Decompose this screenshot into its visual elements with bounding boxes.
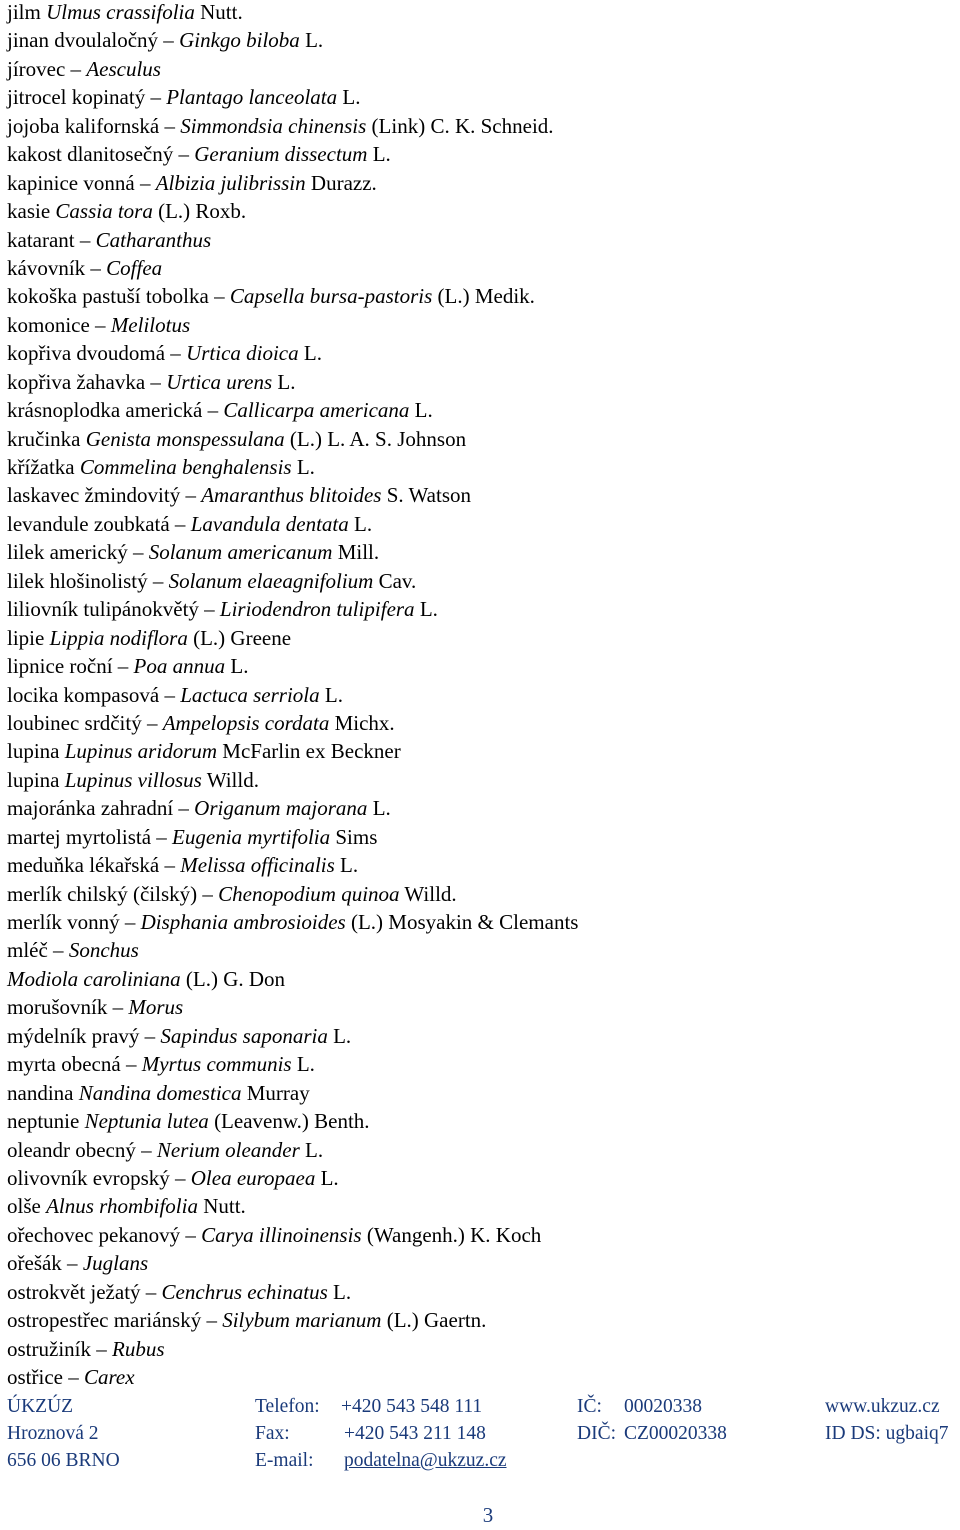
latin-name: Solanum americanum (148, 540, 333, 565)
entry-text: oleandr obecný – (7, 1137, 157, 1162)
species-entry (7, 624, 578, 652)
species-entry (7, 226, 578, 254)
entry-text: L. (327, 1023, 352, 1048)
species-entry (7, 823, 578, 851)
latin-name: Ulmus crassifolia (46, 0, 195, 24)
footer-row-2 (7, 1420, 957, 1447)
entry-text: L. (299, 1137, 324, 1162)
species-entry (7, 908, 578, 936)
entry-text: merlík vonný – (7, 910, 141, 934)
entry-text: ořešák – (7, 1251, 83, 1276)
footer-row-1 (7, 1393, 957, 1420)
latin-name: Liriodendron tulipifera (219, 597, 415, 622)
phone-value: +420 543 548 111 (341, 1396, 483, 1417)
entry-text: meduňka lékařská – (7, 853, 181, 878)
latin-name: Silybum marianum (222, 1308, 382, 1333)
species-entry (7, 140, 578, 168)
entry-text: Mill. (332, 540, 380, 565)
species-entry (7, 112, 578, 140)
species-entry (7, 1335, 578, 1363)
species-entry (7, 709, 578, 737)
entry-text: lupina (7, 739, 65, 764)
entry-text: laskavec žmindovitý – (7, 483, 202, 508)
latin-name: Catharanthus (95, 227, 212, 252)
entry-text: loubinec srdčitý – (7, 710, 163, 735)
species-entry (7, 794, 578, 822)
phone-label: Telefon: (255, 1396, 320, 1417)
entry-text: L. (409, 398, 433, 423)
latin-name: Ampelopsis cordata (162, 710, 330, 735)
dic-value: CZ00020338 (624, 1423, 727, 1444)
latin-name: Sonchus (68, 938, 139, 963)
page-number: 3 (482, 1503, 494, 1527)
latin-name: Geranium dissectum (194, 142, 368, 167)
entry-text: Michx. (329, 710, 395, 735)
latin-name: Poa annua (133, 654, 226, 679)
latin-name: Solanum elaeagnifolium (168, 568, 374, 593)
species-entry (7, 55, 578, 83)
entry-text: L. (348, 511, 373, 536)
species-entry (7, 0, 578, 26)
entry-text: (L.) L. A. S. Johnson (284, 426, 467, 451)
species-entry (7, 1050, 578, 1078)
entry-text: katarant – (7, 227, 96, 252)
latin-name: Plantago lanceolata (166, 85, 338, 110)
entry-text: L. (315, 1165, 339, 1190)
latin-name: Sapindus saponaria (160, 1023, 328, 1048)
species-entry (7, 1249, 578, 1277)
entry-text: olše (7, 1194, 47, 1219)
footer (7, 1393, 957, 1477)
entry-text: kručinka (7, 426, 86, 451)
entry-text: morušovník – (7, 995, 129, 1020)
entry-text: Sims (330, 824, 378, 849)
entry-text: (L.) Gaertn. (381, 1308, 487, 1333)
latin-name: Albizia julibrissin (155, 170, 306, 195)
species-entry (7, 681, 578, 709)
species-entry (7, 83, 578, 111)
entry-text: L. (298, 341, 322, 366)
entry-text: komonice – (7, 312, 111, 337)
entry-text: (Link) C. K. Schneid. (366, 113, 554, 138)
entry-text: lipie (7, 625, 50, 650)
entry-text: ostropestřec mariánský – (7, 1308, 223, 1333)
ic-label: IČ: (577, 1396, 602, 1417)
species-entry (7, 1221, 578, 1249)
entry-text: martej myrtolistá – (7, 824, 173, 849)
species-entry (7, 766, 578, 794)
entry-text: křížatka (7, 455, 80, 479)
entry-text: majoránka zahradní – (7, 796, 195, 821)
entry-text: (L.) Medik. (432, 284, 535, 309)
latin-name: Chenopodium quinoa (218, 881, 400, 906)
latin-name: Ginkgo biloba (179, 28, 300, 53)
entry-text: L. (327, 1279, 352, 1304)
entry-text: kakost dlanitosečný – (7, 142, 195, 167)
entry-text: ostružiník – (7, 1336, 112, 1361)
latin-name: Callicarpa americana (223, 398, 410, 423)
entry-text: myrta obecná – (7, 1052, 142, 1077)
fax-value: +420 543 211 148 (344, 1423, 486, 1444)
species-entry (7, 339, 578, 367)
latin-name: Origanum majorana (194, 796, 368, 821)
latin-name: Disphania ambrosioides (140, 910, 346, 934)
website-link[interactable]: www.ukzuz.cz (825, 1396, 940, 1417)
latin-name: Nandina domestica (78, 1080, 242, 1105)
entry-text: lipnice roční – (7, 654, 134, 679)
entry-text: L. (291, 1052, 315, 1077)
entry-text: (L.) G. Don (180, 966, 286, 991)
ic-value: 00020338 (624, 1396, 702, 1417)
entry-text: (Leavenw.) Benth. (208, 1109, 370, 1134)
latin-name: Carex (83, 1365, 135, 1389)
latin-name: Lavandula dentata (190, 511, 349, 536)
species-entry (7, 311, 578, 339)
species-entry (7, 254, 578, 282)
species-entry (7, 481, 578, 509)
latin-name: Simmondsia chinensis (180, 113, 367, 138)
species-entry (7, 652, 578, 680)
fax-label: Fax: (255, 1423, 290, 1444)
latin-name: Genista monspessulana (85, 426, 285, 451)
species-entry (7, 1306, 578, 1334)
entry-text: kapinice vonná – (7, 170, 156, 195)
entry-text: locika kompasová – (7, 682, 181, 707)
dic-label: DIČ: (577, 1423, 616, 1444)
entry-text: (L.) Mosyakin & Clemants (345, 910, 579, 934)
entry-text: jilm (7, 0, 47, 24)
species-entry (7, 936, 578, 964)
entry-text: jitrocel kopinatý – (7, 85, 167, 110)
latin-name: Neptunia lutea (84, 1109, 209, 1134)
entry-text: Willd. (399, 881, 457, 906)
species-entry (7, 1164, 578, 1192)
latin-name: Commelina benghalensis (79, 455, 292, 479)
latin-name: Lactuca serriola (180, 682, 320, 707)
entry-text: Cav. (373, 568, 417, 593)
entry-text: kopřiva žahavka – (7, 369, 167, 394)
species-entry (7, 1079, 578, 1107)
latin-name: Amaranthus blitoides (201, 483, 382, 508)
footer-org-name: ÚKZÚZ (7, 1396, 74, 1417)
entry-text: levandule zoubkatá – (7, 511, 191, 536)
latin-name: Aesculus (86, 56, 161, 81)
latin-name: Cassia tora (55, 199, 153, 224)
entry-text: McFarlin ex Beckner (217, 739, 401, 764)
entry-text: Durazz. (305, 170, 377, 195)
footer-city: 656 06 BRNO (7, 1450, 120, 1471)
latin-name: Cenchrus echinatus (161, 1279, 328, 1304)
entry-text: S. Watson (381, 483, 471, 508)
entry-text: lilek americký – (7, 540, 149, 565)
entry-text: krásnoplodka americká – (7, 398, 224, 423)
email-link[interactable]: podatelna@ukzuz.cz (344, 1450, 507, 1471)
entry-text: L. (367, 796, 391, 821)
species-entry (7, 851, 578, 879)
species-entry (7, 453, 578, 481)
entry-text: olivovník evropský – (7, 1165, 191, 1190)
species-entry (7, 595, 578, 623)
latin-name: Modiola caroliniana (7, 966, 181, 991)
species-entry (7, 197, 578, 225)
latin-name: Urtica urens (166, 369, 273, 394)
entry-text: L. (291, 455, 315, 479)
latin-name: Coffea (106, 255, 163, 280)
entry-text: jinan dvoulaločný – (7, 28, 180, 53)
entry-text: Nutt. (197, 1194, 246, 1219)
latin-name: Lupinus villosus (64, 767, 202, 792)
latin-name: Myrtus communis (141, 1052, 292, 1077)
latin-name: Eugenia myrtifolia (172, 824, 331, 849)
entry-text: jojoba kalifornská – (7, 113, 181, 138)
entry-text: Murray (241, 1080, 310, 1105)
species-entry (7, 169, 578, 197)
latin-name: Carya illinoinensis (201, 1222, 362, 1247)
entry-text: kasie (7, 199, 56, 224)
entry-text: ořechovec pekanový – (7, 1222, 202, 1247)
latin-name: Melissa officinalis (180, 853, 335, 878)
species-entry (7, 368, 578, 396)
footer-street: Hroznová 2 (7, 1423, 99, 1444)
latin-name: Urtica dioica (186, 341, 299, 366)
entry-text: merlík chilský (čilský) – (7, 881, 219, 906)
species-entry (7, 1278, 578, 1306)
latin-name: Juglans (82, 1251, 149, 1276)
species-entry (7, 1192, 578, 1220)
latin-name: Lippia nodiflora (49, 625, 188, 650)
entry-text: L. (337, 85, 361, 110)
species-entry (7, 1363, 578, 1391)
entry-text: Nutt. (194, 0, 243, 24)
species-entry (7, 282, 578, 310)
species-entry (7, 1022, 578, 1050)
latin-name: Morus (128, 995, 184, 1020)
latin-name: Olea europaea (190, 1165, 316, 1190)
species-entry (7, 880, 578, 908)
species-list (7, 0, 578, 1391)
entry-text: lupina (7, 767, 65, 792)
entry-text: Willd. (201, 767, 259, 792)
entry-text: ostřice – (7, 1365, 84, 1389)
species-entry (7, 26, 578, 54)
entry-text: L. (414, 597, 438, 622)
latin-name: Melilotus (110, 312, 191, 337)
entry-text: L. (272, 369, 296, 394)
entry-text: nandina (7, 1080, 79, 1105)
entry-text: (L.) Roxb. (152, 199, 247, 224)
email-label: E-mail: (255, 1450, 314, 1471)
footer-row-3 (7, 1447, 957, 1474)
species-entry (7, 567, 578, 595)
latin-name: Capsella bursa-pastoris (229, 284, 433, 309)
entry-text: L. (299, 28, 324, 53)
species-entry (7, 737, 578, 765)
species-entry (7, 993, 578, 1021)
entry-text: L. (367, 142, 391, 167)
species-entry (7, 538, 578, 566)
latin-name: Nerium oleander (156, 1137, 300, 1162)
entry-text: kopřiva dvoudomá – (7, 341, 187, 366)
entry-text: (L.) Greene (187, 625, 292, 650)
entry-text: L. (225, 654, 249, 679)
species-entry (7, 510, 578, 538)
entry-text: L. (334, 853, 359, 878)
data-box-id: ID DS: ugbaiq7 (825, 1423, 949, 1444)
entry-text: kávovník – (7, 255, 107, 280)
species-entry (7, 425, 578, 453)
species-entry (7, 965, 578, 993)
entry-text: mýdelník pravý – (7, 1023, 161, 1048)
entry-text: lilek hlošinolistý – (7, 568, 169, 593)
latin-name: Lupinus aridorum (64, 739, 218, 764)
entry-text: L. (319, 682, 343, 707)
entry-text: jírovec – (7, 56, 87, 81)
entry-text: mléč – (7, 938, 69, 963)
latin-name: Alnus rhombifolia (46, 1194, 198, 1219)
entry-text: ostrokvět ježatý – (7, 1279, 162, 1304)
species-entry (7, 1136, 578, 1164)
species-entry (7, 396, 578, 424)
entry-text: liliovník tulipánokvětý – (7, 597, 220, 622)
entry-text: kokoška pastuší tobolka – (7, 284, 230, 309)
species-entry (7, 1107, 578, 1135)
entry-text: neptunie (7, 1109, 85, 1134)
entry-text: (Wangenh.) K. Koch (361, 1222, 542, 1247)
latin-name: Rubus (112, 1336, 165, 1361)
